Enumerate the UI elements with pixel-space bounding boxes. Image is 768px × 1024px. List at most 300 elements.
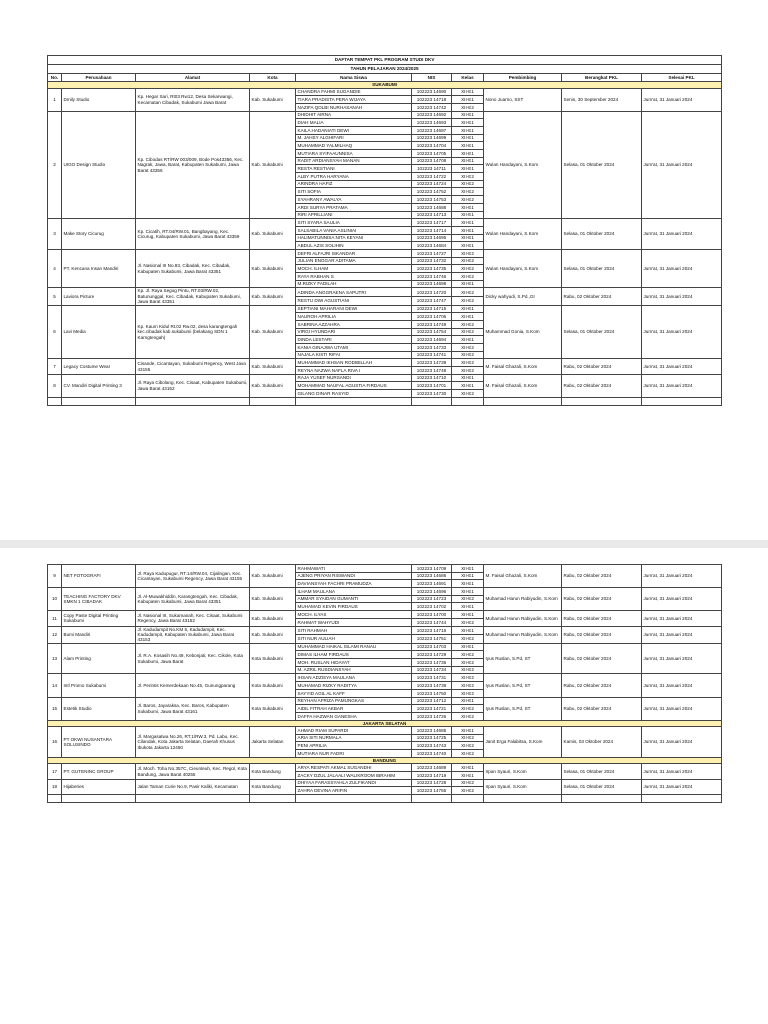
student-class: XII-E1	[452, 142, 484, 150]
student-class: XII-E1	[452, 382, 484, 390]
table-row	[48, 588, 722, 596]
end-date: Jum'at, 31 Januari 2024	[642, 288, 722, 305]
student-class: XII-E1	[452, 313, 484, 321]
student-name: MOCH. ILHAM	[296, 265, 412, 273]
empty-cell	[48, 795, 62, 803]
student-name: AJENG PRIYAN RISWANDI	[296, 572, 412, 580]
student-name: ZACKY DZUL JALAALI WALIKROOM IBRAHIM	[296, 772, 412, 780]
table-row	[48, 727, 722, 735]
column-header: Kelas	[452, 74, 484, 82]
student-nis: 102223 14704	[412, 142, 452, 150]
student-nis: 102223 14747	[412, 296, 452, 305]
company-address: Jl. Raya Cibolang, Kec. Cisaat, Kabupaten Sukabumi, Jawa Barat 43152	[136, 374, 250, 397]
company-address: Kp. Kaum Kidul Rt.02 Rw.02, desa karangtengah kec.cibadak kab.sukabumi (belakang SDN 1 Karngtengah)	[136, 305, 250, 359]
column-header: Nama Siswa	[296, 74, 412, 82]
student-name: PENI APRILIA	[296, 742, 412, 750]
student-name: SABRINA AZZAHRA	[296, 320, 412, 328]
student-nis: 102223 14705	[412, 150, 452, 158]
student-nis: 102223 14701	[412, 382, 452, 390]
student-nis: 102223 14732	[412, 257, 452, 265]
student-class: XII-E1	[452, 626, 484, 635]
empty-cell	[452, 795, 484, 803]
student-nis: 102223 14715	[412, 305, 452, 313]
student-name: RIRI APRILLIANI	[296, 211, 412, 219]
mentor-name: Muhamad Harun Rabiyudin, S.Kom	[484, 588, 562, 611]
student-name: SAYYID AGIL AL KAFF	[296, 689, 412, 697]
student-nis: 102223 14731	[412, 674, 452, 682]
empty-cell	[62, 397, 136, 405]
company-address: Kp. Hegar Sari, Rt03 Rw12, Desa Sekarwangi, Kecamatan Cibadak, Sukabumi Jawa Barat	[136, 88, 250, 111]
company-city: Kab. Sukabumi	[250, 219, 296, 250]
student-nis: 102223 14692	[412, 111, 452, 119]
student-name: SITI SYARA SAULIA	[296, 219, 412, 227]
end-date: Jum'at, 31 Januari 2024	[642, 643, 722, 674]
subtitle-row	[48, 65, 722, 74]
student-nis: 102223 14719	[412, 772, 452, 780]
student-nis: 102223 14698	[412, 280, 452, 288]
student-class: XII-E2	[452, 188, 484, 196]
table-row	[48, 359, 722, 367]
company-city: Kab. Sukabumi	[250, 374, 296, 397]
student-name: DEFRI ALFAJRI ISKANDAR	[296, 249, 412, 257]
student-class: XII-E2	[452, 750, 484, 758]
student-name: HALIMATUNNISA NITA KEYANI	[296, 234, 412, 242]
student-name: ILHAM MAULANA	[296, 588, 412, 596]
student-nis: 102223 14726	[412, 712, 452, 720]
company-address: Jl. Nasional III No.93, Cibadak, Kec. Cibadak, Kabupaten Sukabumi, Jawa Barat 43351	[136, 249, 250, 287]
company-address: Jl. Perintis Kemerdekaan No.45, Gunungparang	[136, 674, 250, 697]
empty-cell	[484, 397, 562, 405]
student-name: REYNA NAZWA NAFLA RIVA I	[296, 367, 412, 375]
company-city: Kab. Sukabumi	[250, 359, 296, 374]
student-class: XII-E1	[452, 88, 484, 96]
student-class: XII-E2	[452, 173, 484, 181]
student-class: XII-E1	[452, 764, 484, 772]
mentor-name: Iyus Ruslan, S.Pd, ST	[484, 674, 562, 697]
student-name: RADIT ARDIANSYAH MANAN	[296, 157, 412, 165]
student-nis: 102223 14714	[412, 226, 452, 234]
student-class: XII-E2	[452, 273, 484, 281]
company-name: Estetik Studio	[62, 697, 136, 720]
mentor-name: Iyus Ruslan, S.Pd, ST	[484, 643, 562, 674]
student-name: MOCH. ILYAS	[296, 611, 412, 619]
mentor-name: M. Faisal Ghazali, S.Kom	[484, 359, 562, 374]
start-date: Selasa, 01 Oktober 2024	[562, 219, 642, 250]
row-number: 17	[48, 764, 62, 779]
row-number: 5	[48, 288, 62, 305]
start-date: Rabu, 02 Oktober 2024	[562, 697, 642, 720]
start-date: Rabu, 02 Oktober 2024	[562, 565, 642, 588]
document-title: DAFTAR TEMPAT PKL PROGRAM STUDI DKV	[48, 56, 722, 65]
student-class: XII-E1	[452, 603, 484, 611]
table-row	[48, 219, 722, 227]
company-address: Jl. Kadudampit No.KM 5, Kadudampit, Kec. Kadudampit, Kabupaten Sukabumi, Jawa Barat 43153	[136, 626, 250, 643]
student-class: XII-E2	[452, 367, 484, 375]
company-city: Jakarta Selatan	[250, 727, 296, 758]
table-row	[48, 305, 722, 313]
end-date: Jum'at, 31 Januari 2024	[642, 727, 722, 758]
student-nis: 102223 14755	[412, 787, 452, 795]
student-name: VIRGI HYUNDARI	[296, 328, 412, 336]
company-city: Kota Bandung	[250, 764, 296, 779]
company-city: Kab. Sukabumi	[250, 611, 296, 626]
student-nis: 102223 14691	[412, 580, 452, 588]
end-date: Jum'at, 31 Januari 2024	[642, 374, 722, 397]
table-row	[48, 764, 722, 772]
student-class: XII-E2	[452, 734, 484, 742]
end-date: Jum'at, 31 Januari 2024	[642, 611, 722, 626]
student-class: XII-E2	[452, 635, 484, 644]
row-number: 4	[48, 249, 62, 287]
student-nis: 102223 14749	[412, 320, 452, 328]
student-name: NAUROH APRILIA	[296, 313, 412, 321]
student-nis: 102223 14708	[412, 157, 452, 165]
mentor-name: Muhammad Gonia, S.Kom	[484, 305, 562, 359]
start-date: Rabu, 02 Oktober 2024	[562, 643, 642, 674]
placement-table-1	[47, 55, 722, 406]
student-nis: 102223 14734	[412, 666, 452, 674]
mentor-name: Dicky wahyudi, S.Pd.,Gr	[484, 288, 562, 305]
student-nis: 102223 14723	[412, 595, 452, 603]
empty-cell	[296, 397, 412, 405]
empty-row	[48, 397, 722, 405]
student-class: XII-E1	[452, 588, 484, 596]
student-class: XII-E1	[452, 242, 484, 250]
company-address: Jl. Raya Kadupugur, RT.14/RW.04, Cijalingan, Kec. Cicantayan, Sukabumi Regency, Jawa Barat 43155	[136, 565, 250, 588]
company-name: PT. Kencana Insan Mandiri	[62, 249, 136, 287]
end-date: Jum'at, 31 Januari 2024	[642, 779, 722, 794]
student-nis: 102223 14744	[412, 618, 452, 626]
empty-row	[48, 795, 722, 803]
student-name: DINDA LESTARI	[296, 336, 412, 344]
company-name: NET FOTOGRAFI	[62, 565, 136, 588]
student-name: RAJA YUSEF NURSANDI	[296, 374, 412, 382]
end-date: Jum'at, 31 Januari 2024	[642, 626, 722, 643]
student-nis: 102223 14742	[412, 103, 452, 111]
mentor-name: Iyus Ruslan, S.Pd, ST	[484, 697, 562, 720]
student-class: XII-E2	[452, 618, 484, 626]
company-name: Bumi Mandiri	[62, 626, 136, 643]
company-city: Kota Sukabumi	[250, 674, 296, 697]
mentor-name: M. Faisal Ghazali, S.Kom	[484, 374, 562, 397]
document-subtitle: TAHUN PELAJARAN 2024/2025	[48, 65, 722, 74]
student-nis: 102223 14709	[412, 565, 452, 573]
student-name: ARDI SURYA PRATAMA	[296, 203, 412, 211]
student-nis: 102223 14686	[412, 572, 452, 580]
start-date: Rabu, 02 Oktober 2024	[562, 626, 642, 643]
student-class: XII-E2	[452, 779, 484, 787]
row-number: 12	[48, 626, 62, 643]
company-address: Kp. Cicatih, RT.04/RW.01, Bangbayang, Kec. Cicurug, Kabupaten Sukabumi, Jawa Barat 43359	[136, 219, 250, 250]
student-nis: 102223 14693	[412, 119, 452, 127]
end-date: Jum'at, 31 Januari 2024	[642, 565, 722, 588]
end-date: Jum'at, 31 Januari 2024	[642, 359, 722, 374]
empty-cell	[412, 795, 452, 803]
student-class: XII-E2	[452, 712, 484, 720]
student-name: CHANDRA FAHMI SUGANDIE	[296, 88, 412, 96]
start-date: Rabu, 02 Oktober 2024	[562, 611, 642, 626]
mentor-name: Wulan Handayani, S.Kom	[484, 111, 562, 219]
column-header: Perusahaan	[62, 74, 136, 82]
end-date: Jum'at, 31 Januari 2024	[642, 697, 722, 720]
student-name: SALSABILA VANIA ASLINIAI	[296, 226, 412, 234]
student-nis: 102223 14695	[412, 234, 452, 242]
student-class: XII-E2	[452, 359, 484, 367]
student-nis: 102223 14710	[412, 374, 452, 382]
student-name: M. JAHSY ALGHIFARI	[296, 134, 412, 142]
start-date: Selasa, 01 Oktober 2024	[562, 764, 642, 779]
student-class: XII-E1	[452, 211, 484, 219]
empty-cell	[62, 795, 136, 803]
student-name: KAILA HADANIATI DEWI	[296, 126, 412, 134]
row-number: 14	[48, 674, 62, 697]
student-nis: 102223 14730	[412, 390, 452, 398]
company-city: Kab. Sukabumi	[250, 249, 296, 287]
student-nis: 102223 14722	[412, 173, 452, 181]
student-nis: 102223 14738	[412, 682, 452, 690]
student-nis: 102223 14729	[412, 651, 452, 659]
student-class: XII-E1	[452, 203, 484, 211]
column-header: Kota	[250, 74, 296, 82]
header-row	[48, 74, 722, 82]
student-nis: 102223 14717	[412, 219, 452, 227]
company-city: Kota Sukabumi	[250, 643, 296, 674]
student-nis: 102223 14724	[412, 180, 452, 188]
student-nis: 102223 14752	[412, 188, 452, 196]
empty-cell	[642, 795, 722, 803]
row-number: 18	[48, 779, 62, 794]
company-name: Intl Promo Sukabumi	[62, 674, 136, 697]
mentor-name: Nono Juarno, SST	[484, 88, 562, 111]
column-header: Alamat	[136, 74, 250, 82]
row-number: 1	[48, 88, 62, 111]
student-nis: 102223 14699	[412, 134, 452, 142]
end-date: Jum'at, 31 Januari 2024	[642, 588, 722, 611]
table-row	[48, 697, 722, 705]
column-header: Berangkat PKL	[562, 74, 642, 82]
student-nis: 102223 14689	[412, 764, 452, 772]
student-nis: 102223 14748	[412, 367, 452, 375]
empty-cell	[136, 397, 250, 405]
empty-cell	[250, 397, 296, 405]
student-class: XII-E2	[452, 265, 484, 273]
student-name: ZAHRA DEVINA ARIFIN	[296, 787, 412, 795]
student-class: XII-E1	[452, 565, 484, 573]
company-name: PT OKWI NUSANTARA SOLUSINDO	[62, 727, 136, 758]
company-name: Legacy Costume Wear	[62, 359, 136, 374]
row-number: 11	[48, 611, 62, 626]
empty-cell	[136, 795, 250, 803]
student-nis: 102223 14700	[412, 611, 452, 619]
student-class: XII-E1	[452, 772, 484, 780]
table-row	[48, 374, 722, 382]
end-date: Jum'at, 31 Januari 2024	[642, 249, 722, 287]
student-nis: 102223 14733	[412, 344, 452, 352]
student-class: XII-E1	[452, 697, 484, 705]
student-class: XII-E2	[452, 249, 484, 257]
start-date: Selasa, 01 Oktober 2024	[562, 305, 642, 359]
mentor-name: Janit Erga Falabitsa, S.Kom	[484, 727, 562, 758]
student-nis: 102223 14696	[412, 588, 452, 596]
student-name: ARYA RESPATI AKMAL SUGANDHI	[296, 764, 412, 772]
student-nis: 102223 14743	[412, 742, 452, 750]
student-name: ARIA SITI NURMALA	[296, 734, 412, 742]
student-name: MUHAMMAD HAIKAL ISLAMI RANAU	[296, 643, 412, 651]
student-nis: 102223 14712	[412, 697, 452, 705]
student-class: XII-E1	[452, 150, 484, 158]
company-name: Dmily Studio	[62, 88, 136, 111]
start-date: Rabu, 02 Oktober 2024	[562, 374, 642, 397]
student-nis: 102223 14694	[412, 336, 452, 344]
student-class: XII-E2	[452, 196, 484, 204]
company-name: Alam Printing	[62, 643, 136, 674]
column-header: Selesai PKL	[642, 74, 722, 82]
student-name: REYHAN AFRIZA PAMUNGKAS	[296, 697, 412, 705]
company-city: Kab. Sukabumi	[250, 565, 296, 588]
student-class: XII-E2	[452, 595, 484, 603]
company-city: Kab. Sukabumi	[250, 88, 296, 111]
row-number: 9	[48, 565, 62, 588]
student-nis: 102223 14725	[412, 734, 452, 742]
student-nis: 102223 14728	[412, 779, 452, 787]
student-name: SEPTIANI MAHARANI DEWI	[296, 305, 412, 313]
student-class: XII-E2	[452, 328, 484, 336]
student-name: NAJALA KISTI RIFAI	[296, 351, 412, 359]
table-row	[48, 288, 722, 297]
student-name: RAHMAT WAHYUDI	[296, 618, 412, 626]
student-name: AHMAD RIAM SUPARDI	[296, 727, 412, 735]
table-row	[48, 111, 722, 119]
empty-cell	[48, 397, 62, 405]
start-date: Selasa, 01 Oktober 2024	[562, 111, 642, 219]
student-class: XII-E1	[452, 611, 484, 619]
student-name: AMMAR SYAIDAN GUMANTI	[296, 595, 412, 603]
table-row	[48, 779, 722, 787]
student-name: DAFFA HAZWAN GANESHA	[296, 712, 412, 720]
student-name: SITI SOFIA	[296, 188, 412, 196]
end-date: Jum'at, 31 Januari 2024	[642, 111, 722, 219]
student-class: XII-E1	[452, 643, 484, 651]
empty-cell	[642, 397, 722, 405]
end-date: Jum'at, 31 Januari 2024	[642, 764, 722, 779]
start-date: Rabu, 02 Oktober 2024	[562, 359, 642, 374]
student-name: SYAHRANY AWALYA	[296, 196, 412, 204]
end-date: Jum'at, 31 Januari 2024	[642, 305, 722, 359]
student-class: XII-E1	[452, 119, 484, 127]
student-class: XII-E1	[452, 226, 484, 234]
student-class: XII-E1	[452, 219, 484, 227]
company-name: Hijaberies	[62, 779, 136, 794]
table-row	[48, 674, 722, 682]
student-nis: 102223 14684	[412, 242, 452, 250]
table-row	[48, 565, 722, 573]
student-nis: 102223 14753	[412, 196, 452, 204]
student-name: AIDIL FITRAH AKBAR	[296, 705, 412, 713]
mentor-name: Wulan Handayani, S.Kom	[484, 249, 562, 287]
company-name: TEACHING FACTORY DKV SMKN 1 CIBADAK	[62, 588, 136, 611]
row-number: 8	[48, 374, 62, 397]
company-name: UIGO Design Studio	[62, 111, 136, 219]
student-class: XII-E2	[452, 705, 484, 713]
student-name: MUTIARA SYIFAAUNNISA	[296, 150, 412, 158]
company-city: Kota Sukabumi	[250, 697, 296, 720]
company-city: Kab. Sukabumi	[250, 626, 296, 643]
student-nis: 102223 14721	[412, 705, 452, 713]
company-name: CV. Mandiri Digital Printing 3	[62, 374, 136, 397]
student-name: MUTIARA NUR FADRI	[296, 750, 412, 758]
row-number: 16	[48, 727, 62, 758]
student-class: XII-E1	[452, 234, 484, 242]
student-class: XII-E2	[452, 682, 484, 690]
company-name: Make Story Cicurug	[62, 219, 136, 250]
start-date: Selasa, 01 Oktober 2024	[562, 779, 642, 794]
empty-cell	[452, 397, 484, 405]
student-class: XII-E1	[452, 134, 484, 142]
student-name: M.RIZKY FADILAH	[296, 280, 412, 288]
company-address: Jl. Baros, Jayaraksa, Kec. Baros, Kabupaten Sukabumi, Jawa Barat 43161	[136, 697, 250, 720]
column-header: Pembimbing	[484, 74, 562, 82]
student-name: MUHAMAD RIZKY RADITYA	[296, 682, 412, 690]
student-class: XII-E1	[452, 126, 484, 134]
company-address: Kp. Jl. Raya Segog Pintu, RT.03/RW.02, Batununggal, Kec. Cibadak, Kabupaten Sukabumi, Jawa Barat 43351	[136, 288, 250, 305]
placement-table-2	[47, 564, 722, 803]
row-number: 15	[48, 697, 62, 720]
empty-cell	[412, 397, 452, 405]
student-class: XII-E1	[452, 111, 484, 119]
company-name: Laviora Picture	[62, 288, 136, 305]
student-nis: 102223 14727	[412, 249, 452, 257]
company-address: Jl. Al-Muwakhiddin, Karangtengah, Kec. Cibadak, Kabupaten Sukabumi, Jawa Barat 43351	[136, 588, 250, 611]
student-class: XII-E1	[452, 157, 484, 165]
student-name: TIARA PRADISTA PERA WIJAYA	[296, 96, 412, 104]
student-class: XII-E2	[452, 180, 484, 188]
table-row	[48, 626, 722, 635]
student-nis: 102223 14703	[412, 643, 452, 651]
empty-cell	[250, 795, 296, 803]
student-name: DHIYAA FARASSYAHLA ZULFIKANDI	[296, 779, 412, 787]
student-nis: 102223 14739	[412, 359, 452, 367]
company-city: Kota Bandung	[250, 779, 296, 794]
company-address: Kp. Cibodas RT/RW 003/009, Bode Pos43356, Kec. Nagrak, Jawa, Barat, Kabupaten Sukabumi, Jawa Barat 43356	[136, 111, 250, 219]
row-number: 7	[48, 359, 62, 374]
company-name: PT. GUTENINC GROUP	[62, 764, 136, 779]
student-class: XII-E2	[452, 689, 484, 697]
student-nis: 102223 14741	[412, 351, 452, 359]
table-row	[48, 643, 722, 651]
empty-cell	[484, 795, 562, 803]
company-city: Kab. Sukabumi	[250, 288, 296, 305]
student-name: MUHAMMAD YALMILHAQ	[296, 142, 412, 150]
student-class: XII-E2	[452, 320, 484, 328]
student-nis: 102223 14750	[412, 689, 452, 697]
student-nis: 102223 14735	[412, 265, 452, 273]
row-number: 6	[48, 305, 62, 359]
student-class: XII-E1	[452, 572, 484, 580]
student-class: XII-E1	[452, 336, 484, 344]
company-city: Kab. Sukabumi	[250, 111, 296, 219]
student-name: KANIA GINAJWA UTAMI	[296, 344, 412, 352]
page-2	[0, 548, 768, 1024]
company-name: Lavi Media	[62, 305, 136, 359]
student-name: M. AZRIL RUSDIANSYAH	[296, 666, 412, 674]
student-name: RESTU DWI AGUSTIANI	[296, 296, 412, 305]
mentor-name: Muhamad Harun Rabiyudin, S.Kom	[484, 611, 562, 626]
student-class: XII-E2	[452, 659, 484, 667]
student-name: DAVIANSYAH FACHRI PRAMUDZA	[296, 580, 412, 588]
table-row	[48, 611, 722, 619]
table-row	[48, 249, 722, 257]
start-date: Selasa, 01 Oktober 2024	[562, 249, 642, 287]
